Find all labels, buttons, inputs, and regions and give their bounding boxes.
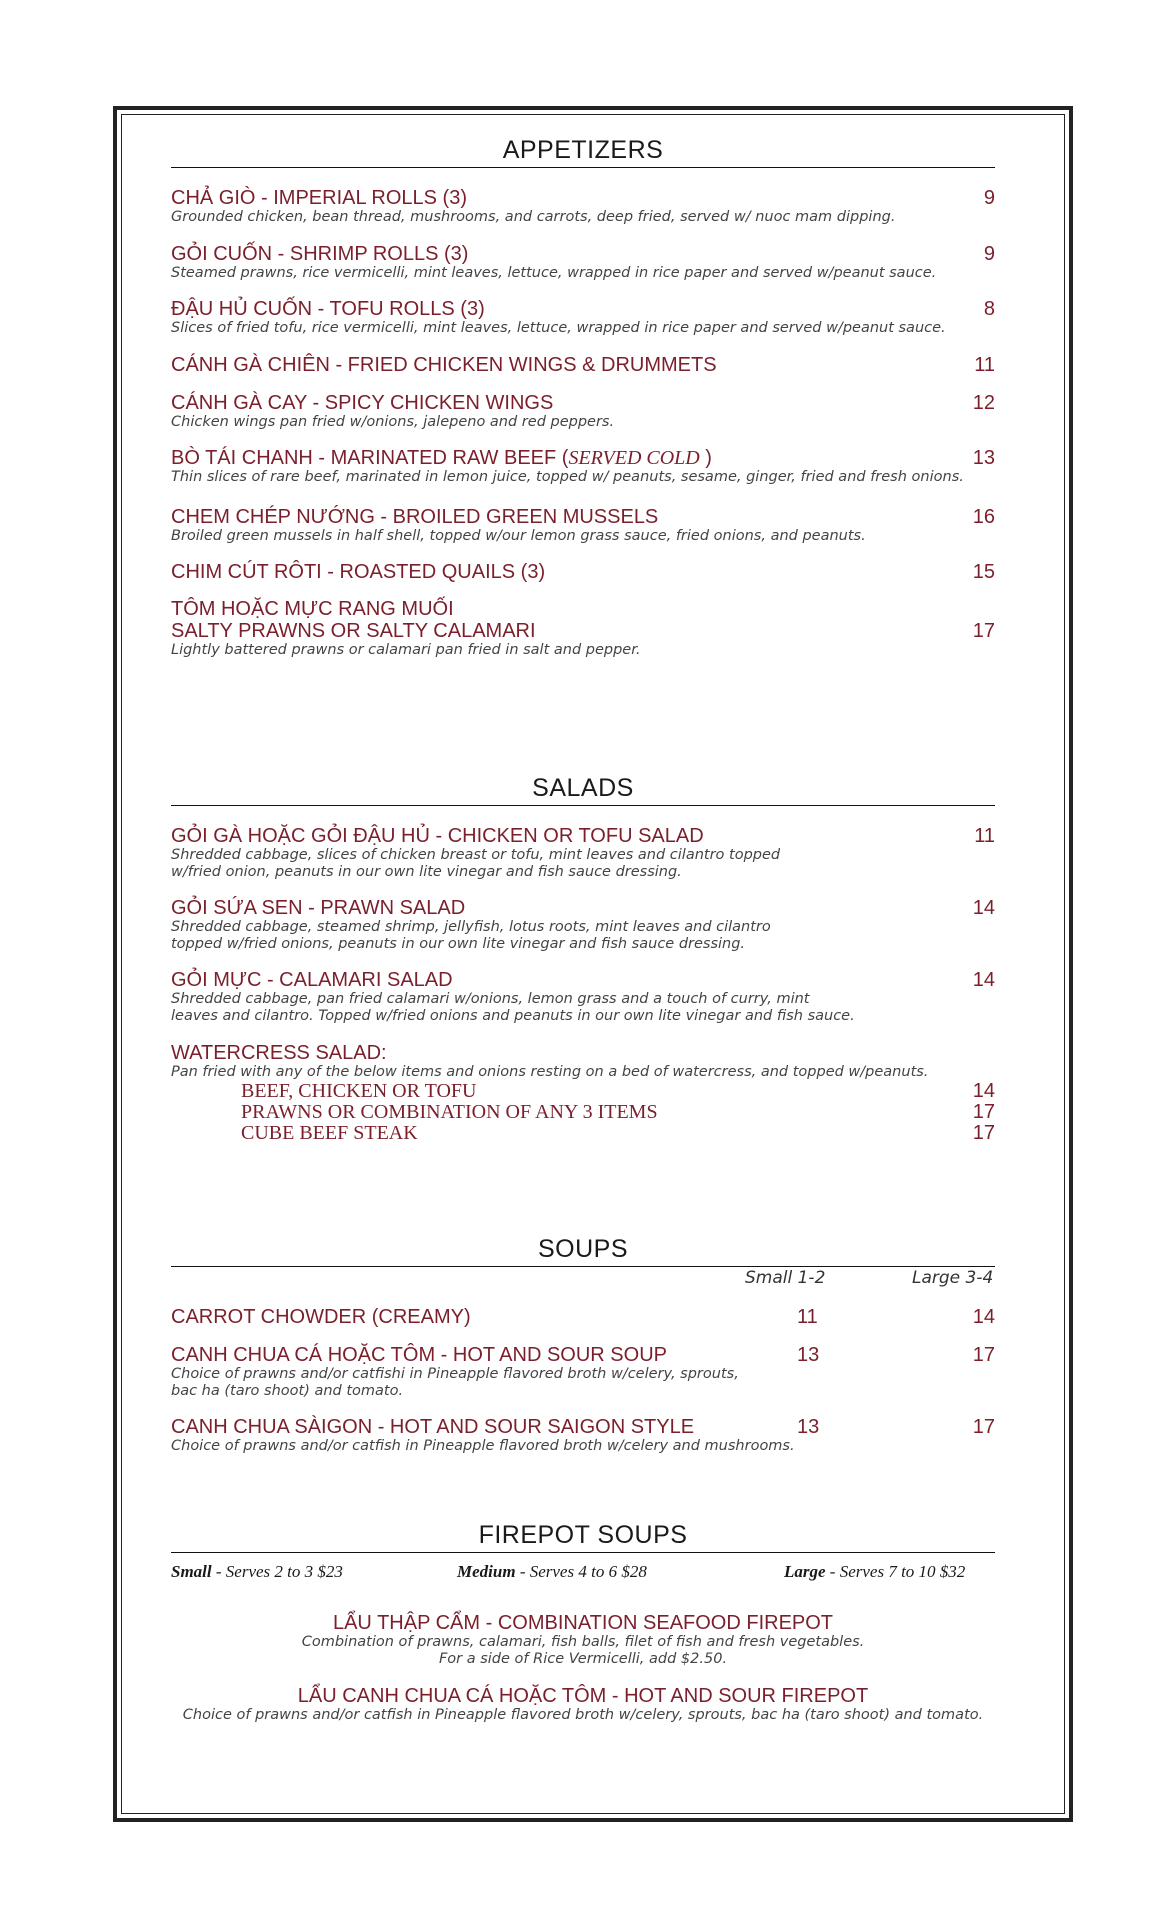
- column-header-small: Small 1-2: [745, 1268, 826, 1288]
- item-name: ĐẬU HỦ CUỐN - TOFU ROLLS (3): [171, 298, 485, 320]
- item-price: 11: [974, 825, 995, 847]
- item-price: 8: [983, 298, 995, 320]
- menu-item: [171, 1306, 995, 1328]
- size-text: - Serves 2 to 3 $23: [211, 1562, 343, 1581]
- item-description: Shredded cabbage, pan fried calamari w/onions, lemon grass and a touch of curry, mint: [171, 991, 810, 1007]
- menu-item: [171, 506, 995, 545]
- option-name: CUBE BEEF STEAK: [241, 1122, 418, 1144]
- item-name: LẨU CANH CHUA CÁ HOẶC TÔM - HOT AND SOUR FIREPOT: [297, 1685, 869, 1707]
- item-name: TÔM HOẶC MỰC RANG MUỐI: [171, 598, 454, 620]
- item-description: Slices of fried tofu, rice vermicelli, mint leaves, lettuce, wrapped in rice paper and served w/peanut sauce.: [171, 320, 946, 336]
- soups-heading: SOUPS: [171, 1234, 995, 1267]
- item-price: 14: [972, 969, 995, 991]
- column-header-large: Large 3-4: [912, 1268, 994, 1288]
- item-name: CHIM CÚT RÔTI - ROASTED QUAILS (3): [171, 561, 546, 583]
- option-price: 14: [972, 1080, 995, 1102]
- item-name: GỎI GÀ HOẶC GỎI ĐẬU HỦ - CHICKEN OR TOFU SALAD: [171, 825, 704, 847]
- option-row: [241, 1081, 995, 1102]
- item-description: Shredded cabbage, steamed shrimp, jellyfish, lotus roots, mint leaves and cilantro: [171, 919, 771, 935]
- item-price-large: 17: [972, 1416, 995, 1438]
- item-description: Choice of prawns and/or catfish in Pineapple flavored broth w/celery and mushrooms.: [171, 1438, 795, 1454]
- item-name: CARROT CHOWDER (CREAMY): [171, 1306, 471, 1328]
- menu-item: [171, 392, 995, 431]
- menu-item: [171, 298, 995, 337]
- option-row: [241, 1102, 995, 1123]
- option-name: PRAWNS OR COMBINATION OF ANY 3 ITEMS: [241, 1101, 658, 1123]
- item-description: leaves and cilantro. Topped w/fried onions and peanuts in our own lite vinegar and fish sauce.: [171, 1008, 855, 1024]
- item-name: CÁNH GÀ CHIÊN - FRIED CHICKEN WINGS & DRUMMETS: [171, 354, 717, 376]
- item-name: CHẢ GIÒ - IMPERIAL ROLLS (3): [171, 187, 467, 209]
- item-name-main: BÒ TÁI CHANH - MARINATED RAW BEEF (: [171, 447, 569, 469]
- item-description: topped w/fried onions, peanuts in our own lite vinegar and fish sauce dressing.: [171, 936, 746, 952]
- size-label: Small: [171, 1562, 212, 1581]
- item-description: Steamed prawns, rice vermicelli, mint leaves, lettuce, wrapped in rice paper and served w/peanut sauce.: [171, 265, 937, 281]
- menu-item: [171, 598, 995, 659]
- size-label: Large: [784, 1562, 826, 1581]
- size-label: Medium: [457, 1562, 516, 1581]
- item-description: Choice of prawns and/or catfishi in Pineapple flavored broth w/celery, sprouts,: [171, 1366, 739, 1382]
- item-description: Lightly battered prawns or calamari pan fried in salt and pepper.: [171, 642, 641, 658]
- option-price: 17: [972, 1101, 995, 1123]
- item-price-small: 13: [797, 1416, 820, 1438]
- item-description: Chicken wings pan fried w/onions, jalepeno and red peppers.: [171, 414, 615, 430]
- item-price: 11: [974, 354, 995, 376]
- item-price-large: 14: [972, 1306, 995, 1328]
- item-name: CANH CHUA CÁ HOẶC TÔM - HOT AND SOUR SOUP: [171, 1344, 667, 1366]
- firepot-size-medium: [457, 1562, 647, 1582]
- item-description: Thin slices of rare beef, marinated in lemon juice, topped w/ peanuts, sesame, ginger, fried and fresh onions.: [171, 469, 964, 485]
- item-price: 16: [972, 506, 995, 528]
- option-name: BEEF, CHICKEN OR TOFU: [241, 1080, 477, 1102]
- firepot-heading: FIREPOT SOUPS: [171, 1520, 995, 1553]
- item-price: 9: [983, 187, 995, 209]
- item-name: CÁNH GÀ CAY - SPICY CHICKEN WINGS: [171, 392, 554, 414]
- firepot-size-small: [171, 1562, 343, 1582]
- item-description: Pan fried with any of the below items and onions resting on a bed of watercress, and topped w/peanuts.: [171, 1064, 929, 1080]
- item-name: CANH CHUA SÀIGON - HOT AND SOUR SAIGON STYLE: [171, 1416, 695, 1438]
- menu-item: [171, 1612, 995, 1668]
- item-description: Shredded cabbage, slices of chicken breast or tofu, mint leaves and cilantro topped: [171, 847, 781, 863]
- menu-item: [171, 897, 995, 953]
- item-name: LẨU THẬP CẨM - COMBINATION SEAFOOD FIREPOT: [332, 1612, 834, 1634]
- item-description: For a side of Rice Vermicelli, add $2.50.: [438, 1651, 728, 1667]
- item-description: Broiled green mussels in half shell, topped w/our lemon grass sauce, fried onions, and peanuts.: [171, 528, 866, 544]
- item-name-english: SALTY PRAWNS OR SALTY CALAMARI: [171, 620, 536, 642]
- firepot-size-large: [784, 1562, 965, 1582]
- menu-item: [171, 354, 995, 376]
- menu-item: [171, 447, 995, 486]
- menu-item: [171, 1042, 995, 1152]
- item-name: WATERCRESS SALAD:: [171, 1042, 387, 1064]
- item-price: 9: [983, 243, 995, 265]
- menu-item: [171, 561, 995, 583]
- menu-item: [171, 1685, 995, 1724]
- item-name: GỎI SỨA SEN - PRAWN SALAD: [171, 897, 466, 919]
- item-price: 17: [972, 620, 995, 642]
- menu-item: [171, 1416, 995, 1455]
- salads-heading: SALADS: [171, 773, 995, 806]
- item-price: 13: [972, 447, 995, 469]
- size-text: - Serves 4 to 6 $28: [515, 1562, 647, 1581]
- menu-item: [171, 969, 995, 1025]
- item-price-small: 11: [797, 1306, 818, 1328]
- item-description: Combination of prawns, calamari, fish balls, filet of fish and fresh vegetables.: [301, 1634, 865, 1650]
- menu-item: [171, 825, 995, 881]
- option-price: 17: [972, 1122, 995, 1144]
- item-name-note: SERVED COLD: [568, 447, 700, 469]
- item-name: CHEM CHÉP NƯỚNG - BROILED GREEN MUSSELS: [171, 506, 659, 528]
- item-price: 15: [972, 561, 995, 583]
- item-name-end: ): [699, 447, 712, 469]
- item-description: w/fried onion, peanuts in our own lite vinegar and fish sauce dressing.: [171, 864, 682, 880]
- menu-item: [171, 243, 995, 282]
- item-price-large: 17: [972, 1344, 995, 1366]
- size-text: - Serves 7 to 10 $32: [825, 1562, 966, 1581]
- menu-page: [171, 0, 995, 1920]
- item-description: Grounded chicken, bean thread, mushrooms, and carrots, deep fried, served w/ nuoc mam dipping.: [171, 209, 896, 225]
- item-price-small: 13: [797, 1344, 820, 1366]
- appetizers-heading: APPETIZERS: [171, 135, 995, 168]
- option-row: [241, 1123, 995, 1144]
- menu-item: [171, 1344, 995, 1400]
- item-name: GỎI MỰC - CALAMARI SALAD: [171, 969, 453, 991]
- menu-item: [171, 187, 995, 226]
- item-price: 12: [972, 392, 995, 414]
- item-description: bac ha (taro shoot) and tomato.: [171, 1383, 404, 1399]
- item-description: Choice of prawns and/or catfish in Pineapple flavored broth w/celery, sprouts, bac ha (taro shoot) and tomato.: [182, 1707, 984, 1723]
- item-price: 14: [972, 897, 995, 919]
- item-name: [171, 447, 995, 469]
- item-name: GỎI CUỐN - SHRIMP ROLLS (3): [171, 243, 469, 265]
